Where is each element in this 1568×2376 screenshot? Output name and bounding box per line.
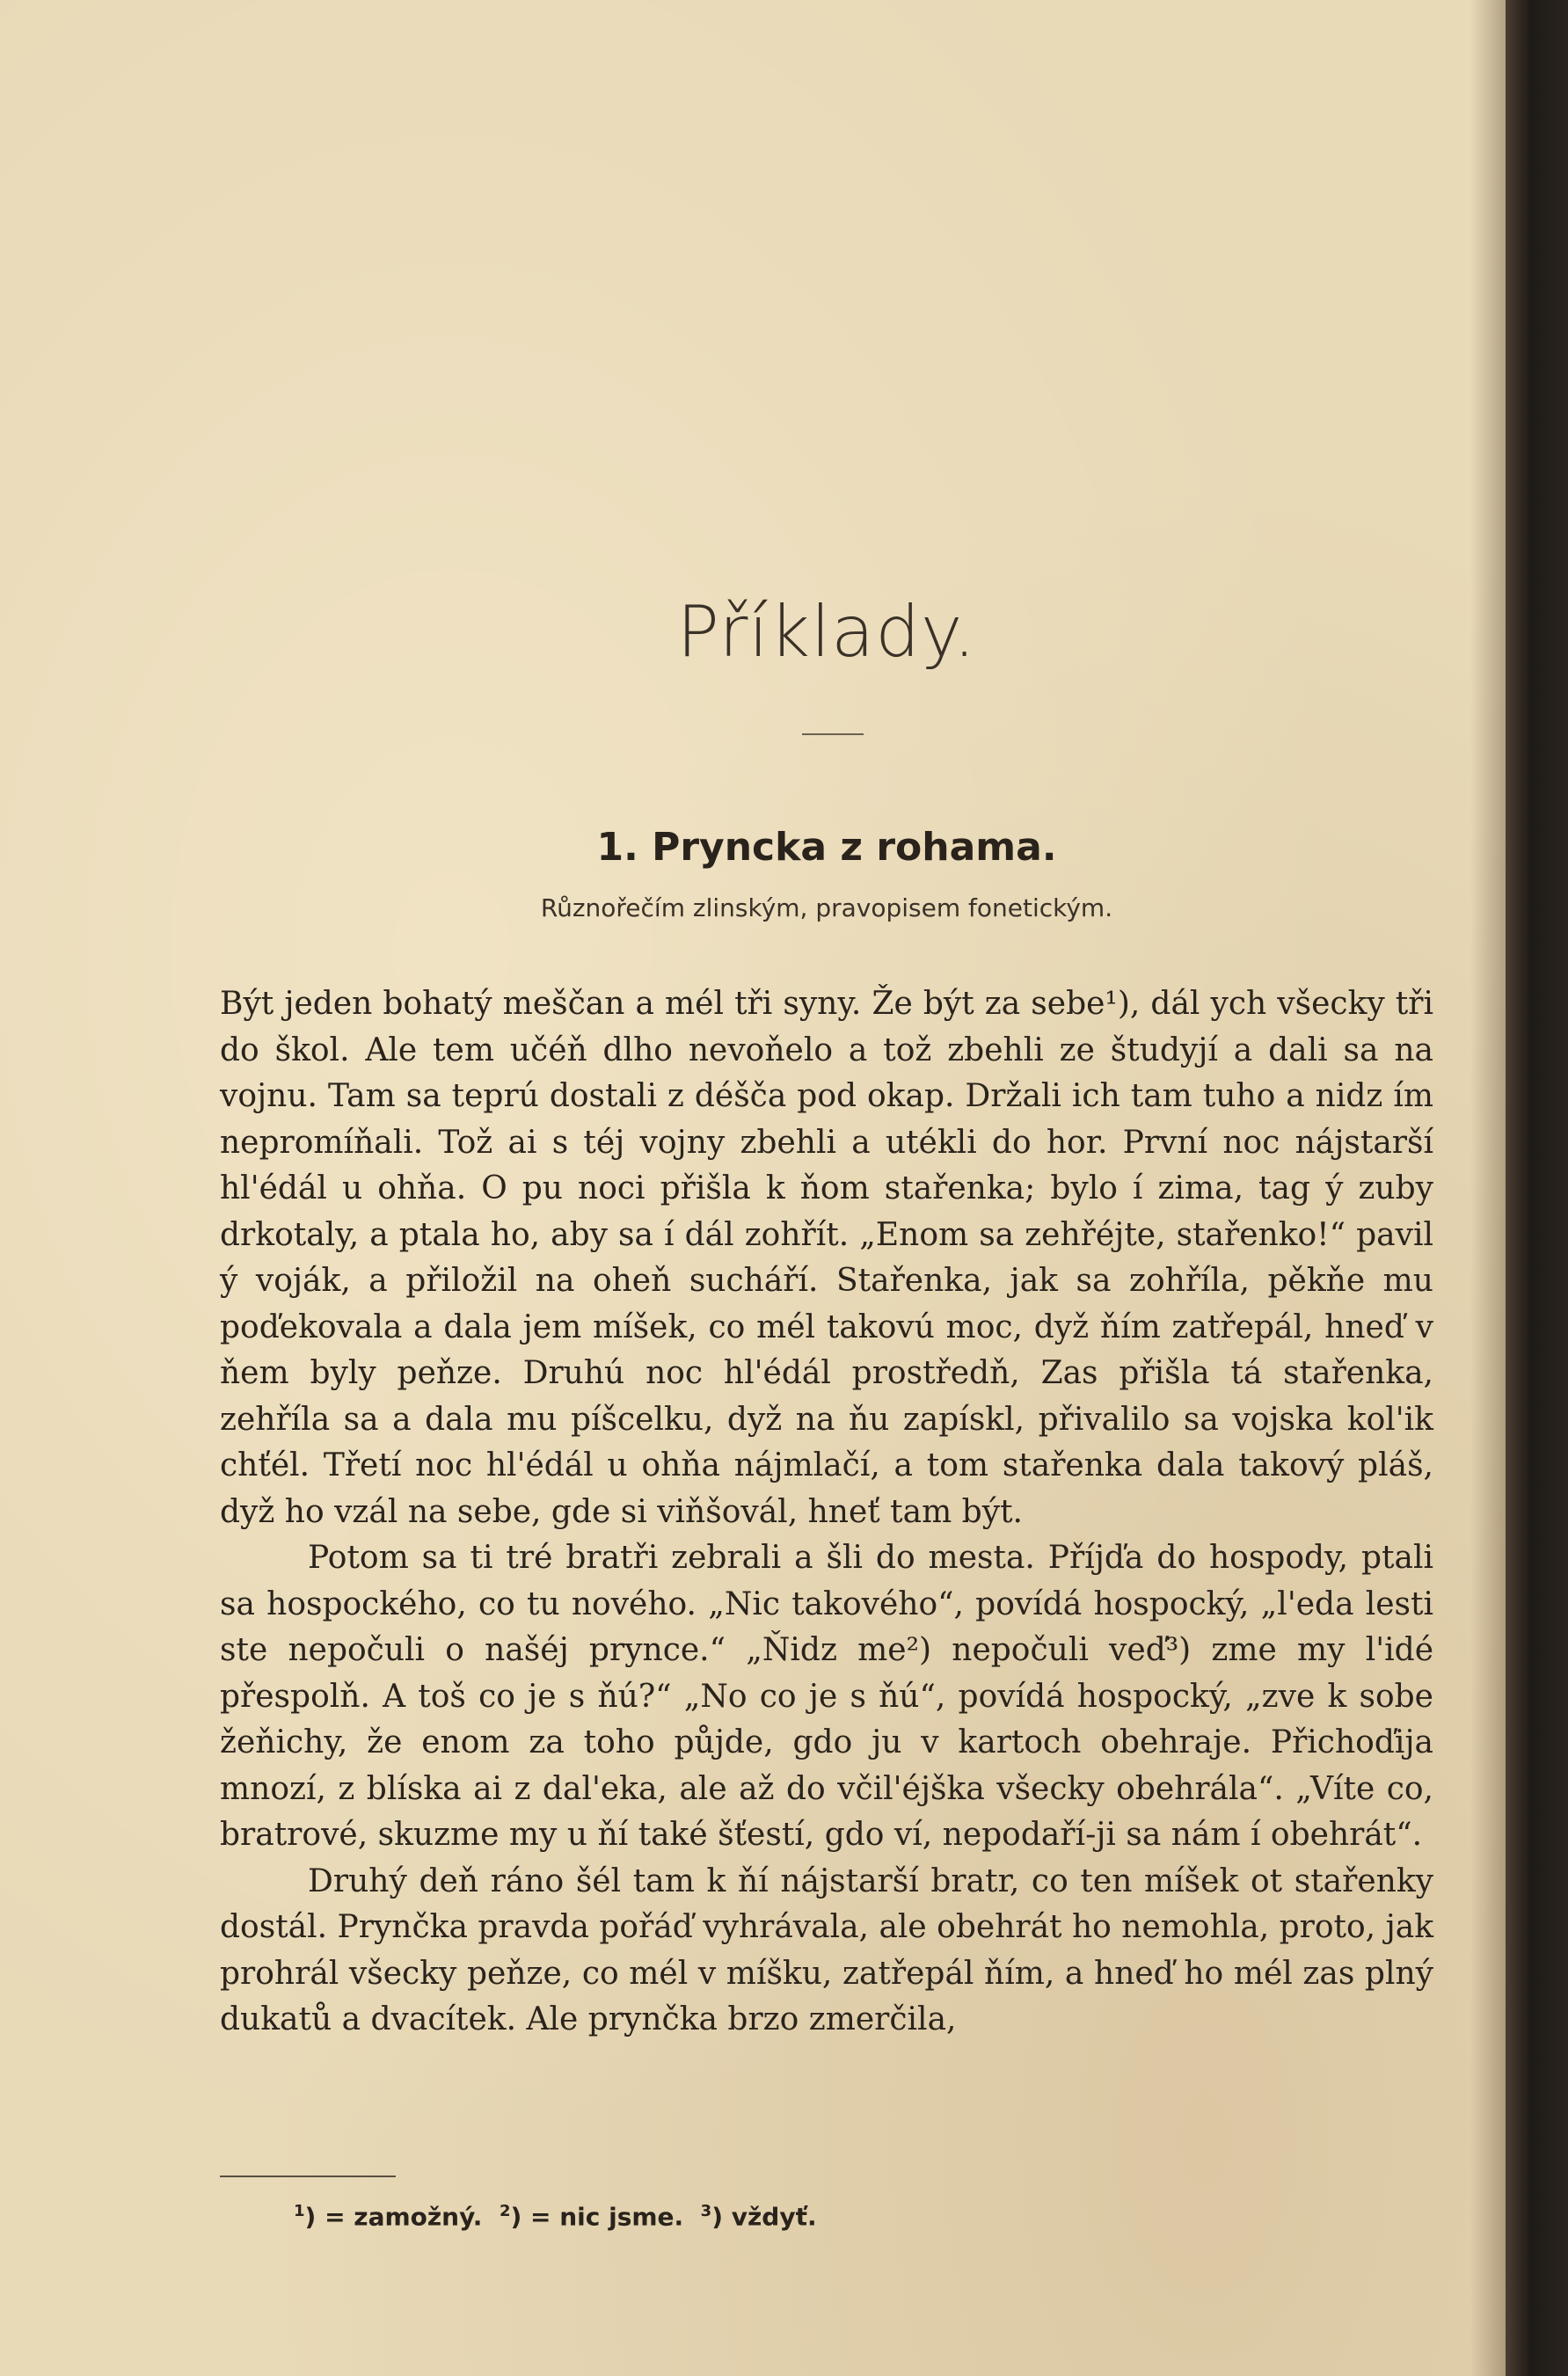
paragraph-1: Být jeden bohatý meščan a mél tři syny. Že být za sebe¹), dál ych všecky tři do škol. Ale tem učéň dlho nevoňelo a tož zbehli ze študyjí a dali sa na vojnu. Tam sa teprú dostali z déšča pod okap. Držali ich tam tuho a nidz ím nepromíňali. Tož ai s téj vojny zbehli a utékli do hor. První noc nájstarší hl'édál u ohňa. O pu noci přišla k ňom stařenka; bylo í zima, tag ý zuby drkotaly, a ptala ho, aby sa í dál zohřít. „Enom sa zehřéjte, stařenko!“ pavil ý voják, a přiložil na oheň sucháří. Stařenka, jak sa zohříla, pěkňe mu poďekovala a dala jem míšek, co mél takovú moc, dyž ňím zatřepál, hneď v ňem byly peňze. Druhú noc hl'édál prostředň, Zas přišla tá stařenka, zehříla sa a dala mu píšcelku, dyž na ňu zapískl, přivalilo sa vojska kol'ik chťél. Třetí noc hl'édál u ohňa nájmlačí, a tom stařenka dala takový pláš, dyž ho vzál na sebe, gde si viňšovál, hneť tam být. [220,986,1433,1530]
footnote-3-text: ) vždyť. [711,2202,817,2232]
footnotes [294,2202,1349,2231]
footnote-3-mark: 3 [700,2202,712,2220]
story-title: 1. Pryncka z rohama. [596,825,1057,870]
footnote-1-mark: 1 [294,2202,305,2220]
footnote-divider [220,2176,396,2177]
book-spine [1506,0,1568,2376]
paragraph-2: Potom sa ti tré bratři zebrali a šli do mesta. Příjďa do hospody, ptali sa hospockého, co tu nového. „Nic takového“, povídá hospocký, „l'eda lesti ste nepočuli o našéj prynce.“ „Ňidz me²) nepočuli veď³) zme my l'idé přespolň. A toš co je s ňú?“ „No co je s ňú“, povídá hospocký, „zve k sobe žeňichy, že enom za toho půjde, gdo ju v kartoch obehraje. Přichoďija mnozí, z blíska ai z dal'eka, ale až do včil'éjška všecky obehrála“. „Víte co, bratrové, skuzme my u ňí také šťestí, gdo ví, nepodaří-ji sa nám í obehrát“. [220,1540,1433,1853]
footnote-1-text: ) = zamožný. [304,2202,483,2232]
section-title: Příklady. [676,591,977,673]
footnote-2-text: ) = nic jsme. [510,2202,684,2232]
page-edge-shadow [1470,0,1506,2376]
footnote-2-mark: 2 [499,2202,511,2220]
story-body [220,981,1433,2044]
title-divider [802,733,864,735]
story-subtitle: Různořečím zlinským, pravopisem fonetickým. [540,893,1113,922]
paragraph-3: Druhý deň ráno šél tam k ňí nájstarší bratr, co ten míšek ot stařenky dostál. Prynčka pravda pořáď vyhrávala, ale obehrát ho nemohla, proto, jak prohrál všecky peňze, co mél v míšku, zatřepál ňím, a hneď ho mél zas plný dukatů a dvacítek. Ale prynčka brzo zmerčila, [220,1862,1434,2037]
